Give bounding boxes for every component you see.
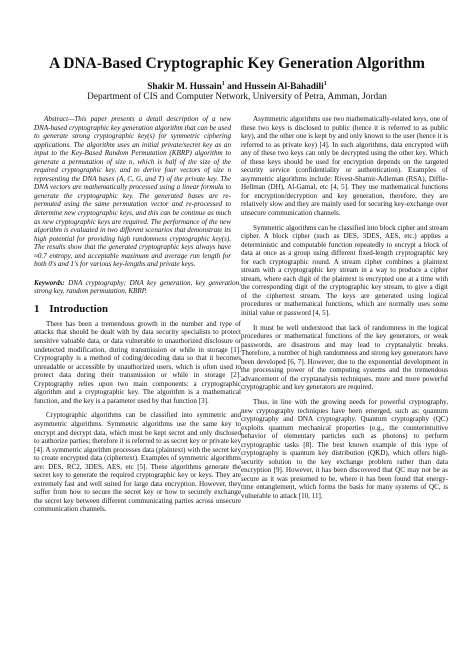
affiliation: Department of CIS and Computer Network, University of Petra, Amman, Jordan [87,92,387,102]
left-column [34,115,241,520]
paper-title: A DNA-Based Cryptographic Key Generation Algorithm [49,55,425,72]
paragraph: Cryptographic algorithms can be classified into symmetric and asymmetric algorithms. Symmetric algorithms use the same key to encrypt and decrypt data, which must be kept secret and only disclosed to authorize parties; therefore it is referred to as secret key or private key [4]. A symmetric algorithm processes data (plaintext) with the secret key to create encrypted data (ciphertext). Examples of symmetric algorithms are: DES, RC2, 3DES, AES, etc [5]. These algorithms generate the secret key to generate the required cryptographic key or keys. They are extremely fast and well suited for large data encryption. However, they suffer from how to secure the secret key or how to securely exchange the secret key between different communicating parties across unsecure communication channels. [34,411,241,514]
paragraph: It must be well understood that lack of randomness in the logical procedures or mathematical functions of the key generators, or weak passwords, are disastrous and may lead to cryptanalytic breaks. Therefore, a number of high randomness and strong key generators have been developed [6, 7]. However, due to the exponential development in the processing power of the computing systems and the tremendous advancement of the cryptanalysis techniques, more and more powerful cryptographic and key generators are required. [241,323,448,392]
author-line [0,79,474,93]
section-title: Introduction [49,302,109,315]
paragraph: Symmetric algorithms can be classified into block cipher and stream cipher. A block cipher (such as DES, 3DES, AES, etc.) applies a deterministic and computable function repeatedly to encrypt a block of data at once as a group using different fixed-length cryptographic key for each cryptographic round. A stream cipher combines a plaintext stream with a cryptographic key stream in a way to produce a cipher stream, where each digit of the plaintext is encrypted one at a time with the corresponding digit of the cryptographic key stream, to give a digit of the ciphertext stream. The keys are generated using logical procedures or mathematical functions, which are normally uses some initial value or password [4, 5]. [241,223,448,318]
author-superscript: 1 [323,81,327,87]
paragraph: There has been a tremendous growth in the number and type of attacks that should be dealt with by data security specialists to protect sensitive valuable data, or data vulnerable to unauthorized disclosure or undetected modification, during transmission or while in storage [1]. Cryptography is a method of coding/decoding data so that it becomes unreadable or accessible by unauthorized users, which is often used to protect data during their transmission or while in storage [2]. Cryptography relies upon two main components: a cryptographic algorithm and a cryptographic key. The algorithm is a mathematical function, and the key is a parameter used by that function [3]. [34,319,241,405]
author-conjunction: and [224,82,245,93]
section-number: 1 [34,302,40,315]
abstract-label: Abstract [44,115,69,123]
author-superscript: 1 [221,81,225,87]
right-column [241,115,448,507]
abstract [34,115,241,269]
section-heading [34,303,241,316]
keywords [34,279,241,296]
keywords-label: Keywords: [34,278,65,287]
paragraph: Asymmetric algorithms use two mathematically-related keys, one of these two keys is disclosed to public (hence it is referred to as public key), and the other one is kept by and only known to the user (hence it is referred to as private key) [4]. In such algorithms, data encrypted with any of these two keys can only be decrypted using the other key. Which of these keys should be used for encryption depends on the targeted security service (confidentiality or authentication). Examples of asymmetric algorithms include: Rivest-Shamir-Adleman (RSA), Diffie-Hellman (DH), Al-Gamal, etc [4, 5]. They use mathematical functions for encryption/decryption and key generation, therefore, they are relatively slow and they are mainly used for securing key-exchange over unsecure communication channels. [241,115,448,218]
author-name: Hussein Al-Bahadili [244,82,324,93]
paragraph: Thus, in line with the growing needs for powerful cryptography, new cryptography techniques have been emerged, such as: quantum cryptography and DNA cryptography. Quantum cryptography (QC) exploits quantum mechanical properties (e.g., the counterintuitive behavior of elementary particles such as photons) to perform cryptographic tasks [8]. The best known example of this type of cryptography is quantum key distribution (QKD), which offers high-security solution to the key exchange problem rather than data encryption [9]. However, it has been discovered that QC may not be as secure as it was presumed to be, where it has been found that energy-time entanglement, which forms the basis for many systems of QC, is vulnerable to attack [10, 11]. [241,397,448,500]
keywords-text: DNA cryptography; DNA key generation, key generation, strong key, random permutation, KBRP. [34,278,241,296]
author-name: Shakir M. Hussain [147,82,222,93]
abstract-text: —This paper presents a detail description of a new DNA-based cryptographic key generation algorithm that can be used to generate strong cryptographic key(s) for symmetric ciphering applications. The algorithm uses an initial private/secret key as an input to the Key-Based Random Permutation (KBRP) algorithm to generate a permutation of size n, which is half of the size of the required cryptographic key, and to derive four vectors of size n representing the DNA bases (A, C, G, and T) of the private key. The DNA vectors are mathematically processed using a linear formula to generate the cryptographic key. The generated bases are re-permuted using the same permutation vector and re-processed to determine new cryptographic keys, and this can be continue as much as new cryptographic keys are required. The performance of the new algorithm is evaluated in two different scenarios that demonstrate its high potential for providing high randomness cryptographic key(s). The results show that the generated cryptographic keys always have ≈0.7 entropy, and acceptable maximum and average run length for both 0's and 1's for various key-lengths and private keys. [34,115,231,269]
